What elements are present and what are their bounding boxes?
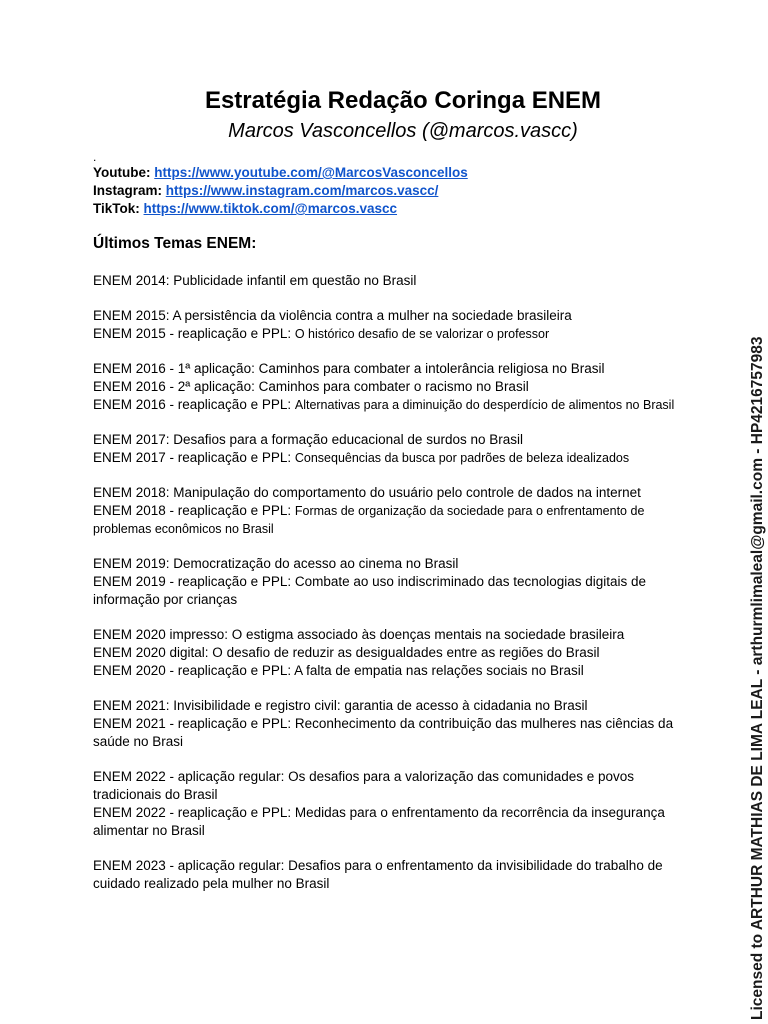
theme-item bbox=[93, 555, 683, 573]
theme-text: ENEM 2016 - 2ª aplicação: Caminhos para combater o racismo no Brasil bbox=[93, 379, 529, 394]
theme-group bbox=[93, 768, 683, 840]
author-subtitle: Marcos Vasconcellos (@marcos.vascc) bbox=[228, 120, 578, 142]
theme-text: ENEM 2020 - reaplicação e PPL: A falta de empatia nas relações sociais no Brasil bbox=[93, 663, 584, 678]
theme-group bbox=[93, 431, 683, 467]
theme-text: ENEM 2023 - aplicação regular: Desafios para o enfrentamento da invisibilidade do trabalho de cuidado realizado pela mulher no Brasil bbox=[93, 858, 663, 891]
theme-item bbox=[93, 697, 683, 715]
document-title: Estratégia Redação Coringa ENEM bbox=[204, 87, 602, 114]
theme-item bbox=[93, 378, 683, 396]
theme-item bbox=[93, 573, 683, 609]
theme-text: ENEM 2015: A persistência da violência contra a mulher na sociedade brasileira bbox=[93, 308, 572, 323]
theme-text: ENEM 2019: Democratização do acesso ao cinema no Brasil bbox=[93, 556, 459, 571]
social-links bbox=[93, 164, 683, 218]
theme-text: ENEM 2020 digital: O desafio de reduzir as desigualdades entre as regiões do Brasil bbox=[93, 645, 600, 660]
theme-text: ENEM 2022 - reaplicação e PPL: Medidas para o enfrentamento da recorrência da insegurança alimentar no Brasil bbox=[93, 805, 665, 838]
theme-item bbox=[93, 449, 683, 467]
theme-group bbox=[93, 555, 683, 609]
instagram-label: Instagram: bbox=[93, 183, 163, 198]
theme-item bbox=[93, 804, 683, 840]
theme-text: ENEM 2017 - reaplicação e PPL: bbox=[93, 450, 295, 465]
theme-text: ENEM 2021 - reaplicação e PPL: Reconhecimento da contribuição das mulheres nas ciências da saúde no Brasi bbox=[93, 716, 674, 749]
theme-item bbox=[93, 272, 683, 290]
theme-group bbox=[93, 272, 683, 290]
instagram-link-row bbox=[93, 182, 683, 200]
theme-group bbox=[93, 697, 683, 751]
theme-item bbox=[93, 662, 683, 680]
theme-text: ENEM 2021: Invisibilidade e registro civil: garantia de acesso à cidadania no Brasil bbox=[93, 698, 588, 713]
theme-text-detail: Alternativas para a diminuição do desperdício de alimentos no Brasil bbox=[294, 398, 675, 412]
theme-text: ENEM 2022 - aplicação regular: Os desafios para a valorização das comunidades e povos tradicionais do Brasil bbox=[93, 769, 635, 802]
theme-text: ENEM 2018: Manipulação do comportamento do usuário pelo controle de dados na internet bbox=[93, 485, 641, 500]
theme-text: ENEM 2017: Desafios para a formação educacional de surdos no Brasil bbox=[93, 432, 523, 447]
youtube-link[interactable]: https://www.youtube.com/@MarcosVasconcellos bbox=[154, 165, 468, 180]
theme-text-detail: Consequências da busca por padrões de beleza idealizados bbox=[294, 451, 630, 465]
document-page bbox=[93, 86, 683, 910]
theme-item bbox=[93, 715, 683, 751]
tiktok-link-row bbox=[93, 200, 683, 218]
youtube-label: Youtube: bbox=[93, 165, 151, 180]
theme-text: ENEM 2018 - reaplicação e PPL: bbox=[93, 503, 295, 518]
theme-group bbox=[93, 626, 683, 680]
section-heading: Últimos Temas ENEM: bbox=[93, 235, 257, 252]
stray-dot: . bbox=[93, 150, 97, 164]
theme-item bbox=[93, 360, 683, 378]
theme-text: ENEM 2019 - reaplicação e PPL: Combate ao uso indiscriminado das tecnologias digitais de informação por crianças bbox=[93, 574, 647, 607]
license-watermark: Licensed to ARTHUR MATHIAS DE LIMA LEAL - arthurmlimaleal@gmail.com - HP4216757983 bbox=[749, 336, 766, 1020]
instagram-link[interactable]: https://www.instagram.com/marcos.vascc/ bbox=[165, 183, 439, 198]
theme-item bbox=[93, 325, 683, 343]
theme-item bbox=[93, 626, 683, 644]
theme-text: ENEM 2015 - reaplicação e PPL: bbox=[93, 326, 295, 341]
themes-list bbox=[93, 272, 683, 893]
tiktok-label: TikTok: bbox=[93, 201, 140, 216]
theme-item bbox=[93, 644, 683, 662]
theme-group bbox=[93, 857, 683, 893]
theme-text-detail: Formas de organização da sociedade para o enfrentamento de problemas econômicos no Brasil bbox=[93, 504, 645, 536]
theme-text-detail: O histórico desafio de se valorizar o professor bbox=[294, 327, 550, 341]
theme-group bbox=[93, 484, 683, 538]
theme-item bbox=[93, 307, 683, 325]
tiktok-link[interactable]: https://www.tiktok.com/@marcos.vascc bbox=[143, 201, 398, 216]
theme-item bbox=[93, 768, 683, 804]
theme-item bbox=[93, 857, 683, 893]
theme-text: ENEM 2016 - reaplicação e PPL: bbox=[93, 397, 295, 412]
theme-group bbox=[93, 360, 683, 414]
theme-text: ENEM 2020 impresso: O estigma associado às doenças mentais na sociedade brasileira bbox=[93, 627, 625, 642]
theme-item bbox=[93, 502, 683, 538]
theme-item bbox=[93, 484, 683, 502]
theme-group bbox=[93, 307, 683, 343]
theme-item bbox=[93, 431, 683, 449]
youtube-link-row bbox=[93, 164, 683, 182]
theme-text: ENEM 2014: Publicidade infantil em questão no Brasil bbox=[93, 273, 417, 288]
theme-item bbox=[93, 396, 683, 414]
theme-text: ENEM 2016 - 1ª aplicação: Caminhos para combater a intolerância religiosa no Brasil bbox=[93, 361, 605, 376]
